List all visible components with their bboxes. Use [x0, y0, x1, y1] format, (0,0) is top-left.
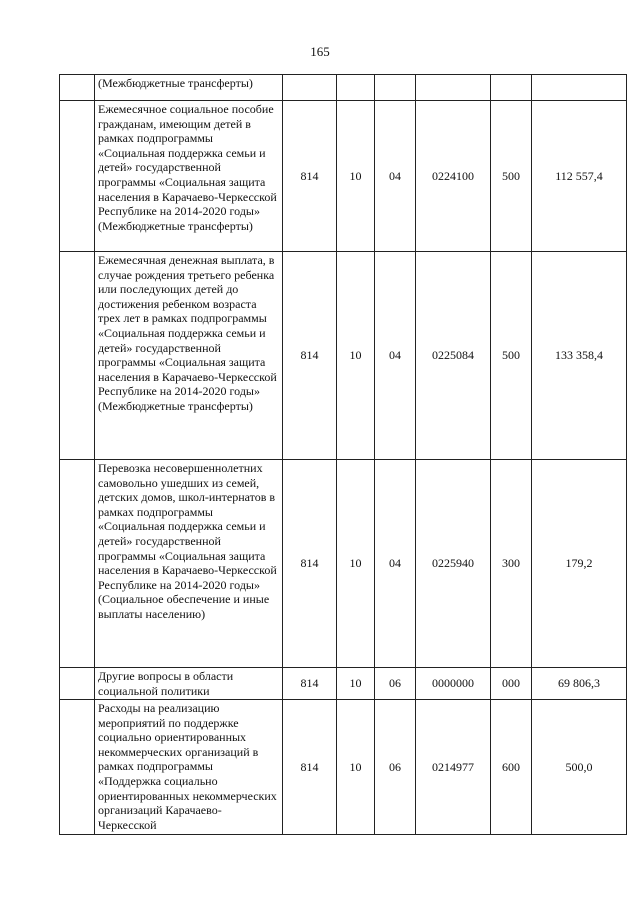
- expense-type-cell: 300: [491, 460, 532, 668]
- amount-cell: 179,2: [532, 460, 627, 668]
- expense-type-cell: 600: [491, 700, 532, 835]
- item-name-cell: Другие вопросы в области социальной политики: [95, 668, 283, 700]
- table-row: [60, 700, 627, 835]
- table-row: [60, 460, 627, 668]
- target-article-cell: 0225940: [416, 460, 491, 668]
- item-name-cell: (Межбюджетные трансферты): [95, 75, 283, 101]
- section-code-cell: [337, 75, 375, 101]
- amount-cell: 133 358,4: [532, 252, 627, 460]
- table-row: [60, 101, 627, 252]
- subsection-code-cell: 06: [375, 700, 416, 835]
- subsection-code-cell: 04: [375, 252, 416, 460]
- section-code-cell: 10: [337, 460, 375, 668]
- row-index-cell: [60, 460, 95, 668]
- row-index-cell: [60, 668, 95, 700]
- page-number: 165: [310, 44, 330, 59]
- table-row: [60, 668, 627, 700]
- expense-type-cell: 000: [491, 668, 532, 700]
- item-name-cell: Ежемесячное социальное пособие гражданам, имеющим детей в рамках подпрограммы «Социальная поддержка семьи и детей» государственной программы «Социальная защита населения в Карачаево-Черкесской Республике на 2014-2020 годы» (Межбюджетные трансферты): [95, 101, 283, 252]
- target-article-cell: 0000000: [416, 668, 491, 700]
- grbs-code-cell: 814: [283, 101, 337, 252]
- grbs-code-cell: [283, 75, 337, 101]
- grbs-code-cell: 814: [283, 460, 337, 668]
- subsection-code-cell: 06: [375, 668, 416, 700]
- amount-cell: 500,0: [532, 700, 627, 835]
- grbs-code-cell: 814: [283, 700, 337, 835]
- target-article-cell: 0214977: [416, 700, 491, 835]
- table-row: [60, 252, 627, 460]
- item-name-cell: Перевозка несовершеннолетних самовольно ушедших из семей, детских домов, школ-интернатов в рамках подпрограммы «Социальная поддержка семьи и детей» государственной программы «Социальная защита населения в Карачаево-Черкесской Республике на 2014-2020 годы» (Социальное обеспечение и иные выплаты населению): [95, 460, 283, 668]
- amount-cell: 112 557,4: [532, 101, 627, 252]
- expense-type-cell: 500: [491, 252, 532, 460]
- section-code-cell: 10: [337, 101, 375, 252]
- item-name-cell: Расходы на реализацию мероприятий по поддержке социально ориентированных некоммерческих организаций в рамках подпрограммы «Поддержка социально ориентированных некоммерческих организаций Карачаево-Черкесской: [95, 700, 283, 835]
- section-code-cell: 10: [337, 700, 375, 835]
- subsection-code-cell: 04: [375, 460, 416, 668]
- row-index-cell: [60, 252, 95, 460]
- subsection-code-cell: [375, 75, 416, 101]
- section-code-cell: 10: [337, 252, 375, 460]
- amount-cell: 69 806,3: [532, 668, 627, 700]
- section-code-cell: 10: [337, 668, 375, 700]
- amount-cell: [532, 75, 627, 101]
- item-name-cell: Ежемесячная денежная выплата, в случае рождения третьего ребенка или последующих детей до достижения ребенком возраста трех лет в рамках подпрограммы «Социальная поддержка семьи и детей» государственной программы «Социальная защита населения в Карачаево-Черкесской Республике на 2014-2020 годы» (Межбюджетные трансферты): [95, 252, 283, 460]
- expense-type-cell: 500: [491, 101, 532, 252]
- target-article-cell: [416, 75, 491, 101]
- grbs-code-cell: 814: [283, 252, 337, 460]
- expense-type-cell: [491, 75, 532, 101]
- target-article-cell: 0224100: [416, 101, 491, 252]
- budget-table: [59, 74, 627, 835]
- row-index-cell: [60, 75, 95, 101]
- subsection-code-cell: 04: [375, 101, 416, 252]
- target-article-cell: 0225084: [416, 252, 491, 460]
- table-row: [60, 75, 627, 101]
- row-index-cell: [60, 101, 95, 252]
- row-index-cell: [60, 700, 95, 835]
- grbs-code-cell: 814: [283, 668, 337, 700]
